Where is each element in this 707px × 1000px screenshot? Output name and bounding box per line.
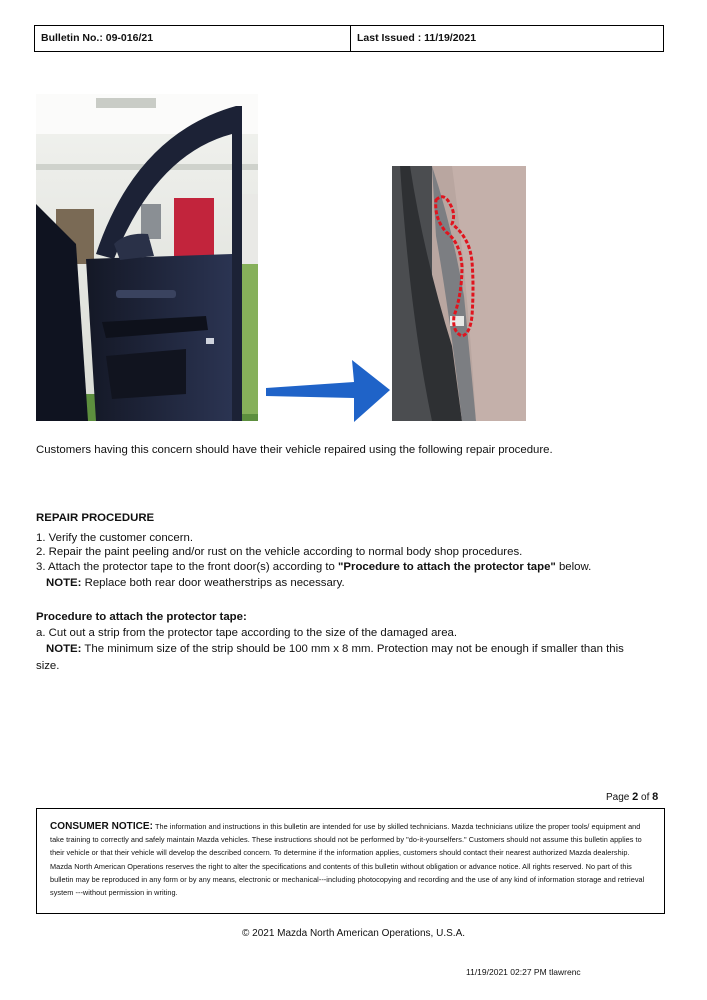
consumer-notice-title: CONSUMER NOTICE: bbox=[50, 821, 154, 832]
bulletin-header bbox=[34, 25, 664, 52]
bulletin-number: Bulletin No.: 09-016/21 bbox=[35, 26, 351, 51]
copyright-footer: © 2021 Mazda North American Operations, U.S.A. bbox=[241, 928, 466, 939]
last-issued-date: Last Issued : 11/19/2021 bbox=[357, 32, 477, 44]
repair-note bbox=[36, 575, 345, 591]
repair-step-1: 1. Verify the customer concern. bbox=[36, 532, 194, 544]
attach-note-label: NOTE: bbox=[46, 643, 82, 655]
repair-step-3-text: 3. Attach the protector tape to the front door(s) according to bbox=[36, 561, 339, 573]
arrow-right-icon bbox=[264, 358, 392, 424]
door-open-photo bbox=[36, 94, 258, 421]
attach-procedure-heading: Procedure to attach the protector tape: bbox=[36, 611, 247, 623]
repair-note-text: Replace both rear door weatherstrips as necessary. bbox=[81, 577, 345, 589]
attach-step-a: a. Cut out a strip from the protector tape according to the size of the damaged area. bbox=[36, 627, 458, 639]
intro-paragraph: Customers having this concern should have their vehicle repaired using the following repair procedure. bbox=[36, 444, 553, 456]
page-total: 8 bbox=[652, 791, 659, 803]
consumer-notice-body: The information and instructions in this bulletin are intended for use by skilled technicians. Mazda technicians utilize the proper tools/ equipment and take training to correctly and safely maintain Mazda vehicles. These instructions should not be performed by "do-it-yourselfers." Customers should not assume this bulletin applies to their vehicle or that their vehicle will develop the described concern. To determine if the information applies, customers should contact their nearest authorized Mazda dealership. Mazda North American Operations reserves the right to alter the specifications and contents of this bulletin without obligation or advance notice. All rights reserved. No part of this bulletin may be reproduced in any form or by any means, electronic or mechanical---including photocopying and recording and the use of any kind of information storage and retrieval system ---without permission in writing. bbox=[50, 822, 645, 898]
door-edge-closeup-photo bbox=[392, 166, 526, 421]
print-timestamp: 11/19/2021 02:27 PM tlawrenc bbox=[466, 967, 581, 977]
procedure-reference: "Procedure to attach the protector tape" bbox=[338, 561, 556, 573]
attach-note-continued: size. bbox=[36, 660, 60, 672]
consumer-notice bbox=[36, 808, 665, 914]
page-current: 2 bbox=[632, 791, 639, 803]
page-of: of bbox=[638, 792, 653, 803]
attach-note bbox=[36, 641, 624, 657]
repair-step-2: 2. Repair the paint peeling and/or rust on the vehicle according to normal body shop procedures. bbox=[36, 546, 523, 558]
repair-procedure-heading: REPAIR PROCEDURE bbox=[36, 512, 155, 524]
repair-note-label: NOTE: bbox=[46, 577, 82, 589]
attach-note-text: The minimum size of the strip should be 100 mm x 8 mm. Protection may not be enough if smaller than this bbox=[81, 643, 624, 655]
page-prefix: Page bbox=[606, 792, 633, 803]
page-number bbox=[606, 791, 658, 803]
repair-step-3-suffix: below. bbox=[555, 561, 592, 573]
repair-step-3 bbox=[36, 559, 591, 575]
